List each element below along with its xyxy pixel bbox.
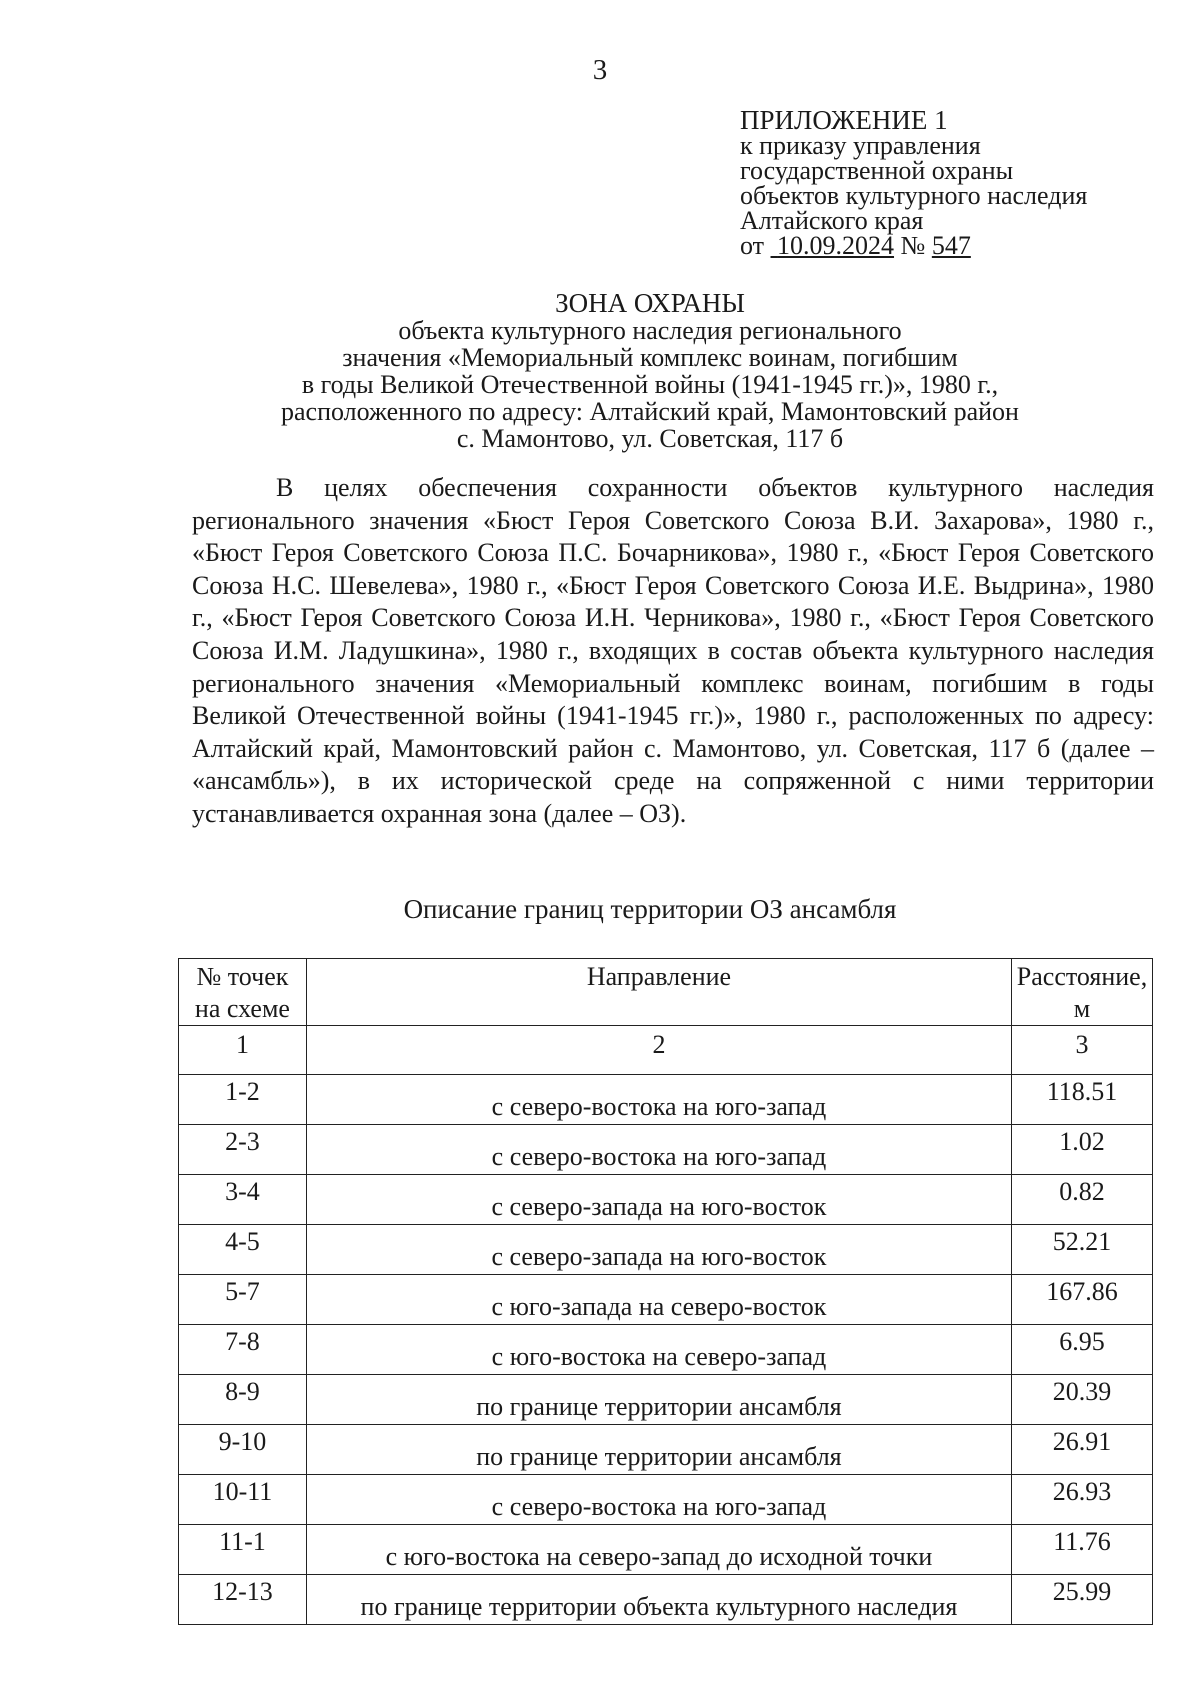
distance-cell: 1.02 [1012, 1125, 1153, 1175]
appendix-date-line [740, 233, 1087, 258]
direction-cell: по границе территории ансамбля [306, 1375, 1011, 1425]
direction-cell: с юго-запада на северо-восток [306, 1275, 1011, 1325]
direction-cell: по границе территории ансамбля [306, 1425, 1011, 1475]
title-line: с. Мамонтово, ул. Советская, 117 б [456, 424, 844, 453]
appendix-line: объектов культурного наследия [740, 181, 1088, 210]
date-prefix: от [740, 231, 765, 260]
appendix-line: к приказу управления [740, 131, 981, 160]
title-line: объекта культурного наследия регионального [398, 316, 902, 345]
page-number: 3 [592, 54, 608, 86]
column-number: 3 [1012, 1026, 1153, 1075]
header-direction: Направление [306, 959, 1011, 1026]
document-title [200, 290, 1100, 452]
distance-cell: 25.99 [1012, 1575, 1153, 1625]
points-cell: 5-7 [179, 1275, 307, 1325]
appendix-header [740, 105, 1088, 260]
points-cell: 7-8 [179, 1325, 307, 1375]
points-cell: 10-11 [179, 1475, 307, 1525]
distance-cell: 118.51 [1012, 1075, 1153, 1125]
order-date: 10.09.2024 [777, 231, 895, 260]
table-row [179, 1425, 1153, 1475]
distance-cell: 167.86 [1012, 1275, 1153, 1325]
table-row [179, 1125, 1153, 1175]
table-row [179, 1175, 1153, 1225]
direction-cell: по границе территории объекта культурного наследия [306, 1575, 1011, 1625]
table-row [179, 1275, 1153, 1325]
distance-cell: 20.39 [1012, 1375, 1153, 1425]
distance-cell: 0.82 [1012, 1175, 1153, 1225]
distance-cell: 11.76 [1012, 1525, 1153, 1575]
direction-cell: с северо-запада на юго-восток [306, 1225, 1011, 1275]
title-line: в годы Великой Отечественной войны (1941-1945 гг.)», 1980 г., [301, 370, 999, 399]
table-row [179, 1475, 1153, 1525]
number-prefix: № [900, 231, 926, 260]
points-cell: 11-1 [179, 1525, 307, 1575]
order-number: 547 [931, 231, 971, 260]
distance-cell: 6.95 [1012, 1325, 1153, 1375]
distance-cell: 26.91 [1012, 1425, 1153, 1475]
header-points: № точек на схеме [179, 959, 307, 1026]
points-cell: 1-2 [179, 1075, 307, 1125]
table-row [179, 1075, 1153, 1125]
points-cell: 12-13 [179, 1575, 307, 1625]
table-header-row [179, 959, 1153, 1026]
appendix-title: ПРИЛОЖЕНИЕ 1 [740, 105, 948, 135]
distance-cell: 52.21 [1012, 1225, 1153, 1275]
column-number: 1 [179, 1026, 307, 1075]
column-number: 2 [306, 1026, 1011, 1075]
table-row [179, 1225, 1153, 1275]
title-line: значения «Мемориальный комплекс воинам, погибшим [342, 343, 958, 372]
title-main: ЗОНА ОХРАНЫ [555, 288, 745, 318]
direction-cell: с юго-востока на северо-запад [306, 1325, 1011, 1375]
direction-cell: с северо-востока на юго-запад [306, 1125, 1011, 1175]
distance-cell: 26.93 [1012, 1475, 1153, 1525]
title-line: расположенного по адресу: Алтайский край, Мамонтовский район [281, 397, 1019, 426]
direction-cell: с юго-востока на северо-запад до исходной точки [306, 1525, 1011, 1575]
boundary-table [178, 958, 1153, 1625]
header-distance: Расстояние, м [1012, 959, 1153, 1026]
points-cell: 3-4 [179, 1175, 307, 1225]
table-row [179, 1525, 1153, 1575]
points-cell: 4-5 [179, 1225, 307, 1275]
points-cell: 8-9 [179, 1375, 307, 1425]
table-row [179, 1325, 1153, 1375]
direction-cell: с северо-востока на юго-запад [306, 1075, 1011, 1125]
direction-cell: с северо-востока на юго-запад [306, 1475, 1011, 1525]
body-paragraph: В целях обеспечения сохранности объектов культурного наследия регионального значения «Бюст Героя Советского Союза В.И. Захарова», 1980 г., «Бюст Героя Советского Союза П.С. Бочарникова», 1980 г., «Бюст Героя Советского Союза Н.С. Шевелева», 1980 г., «Бюст Героя Советского Союза И.Е. Выдрина», 1980 г., «Бюст Героя Советского Союза И.Н. Черникова», 1980 г., «Бюст Героя Советского Союза И.М. Ладушкина», 1980 г., входящих в состав объекта культурного наследия регионального значения «Мемориальный комплекс воинам, погибшим в годы Великой Отечественной войны (1941-1945 гг.)», 1980 г., расположенных по адресу: Алтайский край, Мамонтовский район с. Мамонтово, ул. Советская, 117 б (далее – «ансамбль»), в их исторической среде на сопряженной с ними территории устанавливается охранная зона (далее – ОЗ). [192, 473, 1154, 828]
table-row [179, 1375, 1153, 1425]
table-caption: Описание границ территории ОЗ ансамбля [403, 894, 897, 924]
points-cell: 2-3 [179, 1125, 307, 1175]
column-number-row [179, 1026, 1153, 1075]
table-row [179, 1575, 1153, 1625]
appendix-line: государственной охраны [740, 156, 1014, 185]
points-cell: 9-10 [179, 1425, 307, 1475]
direction-cell: с северо-запада на юго-восток [306, 1175, 1011, 1225]
appendix-line: Алтайского края [740, 206, 924, 235]
